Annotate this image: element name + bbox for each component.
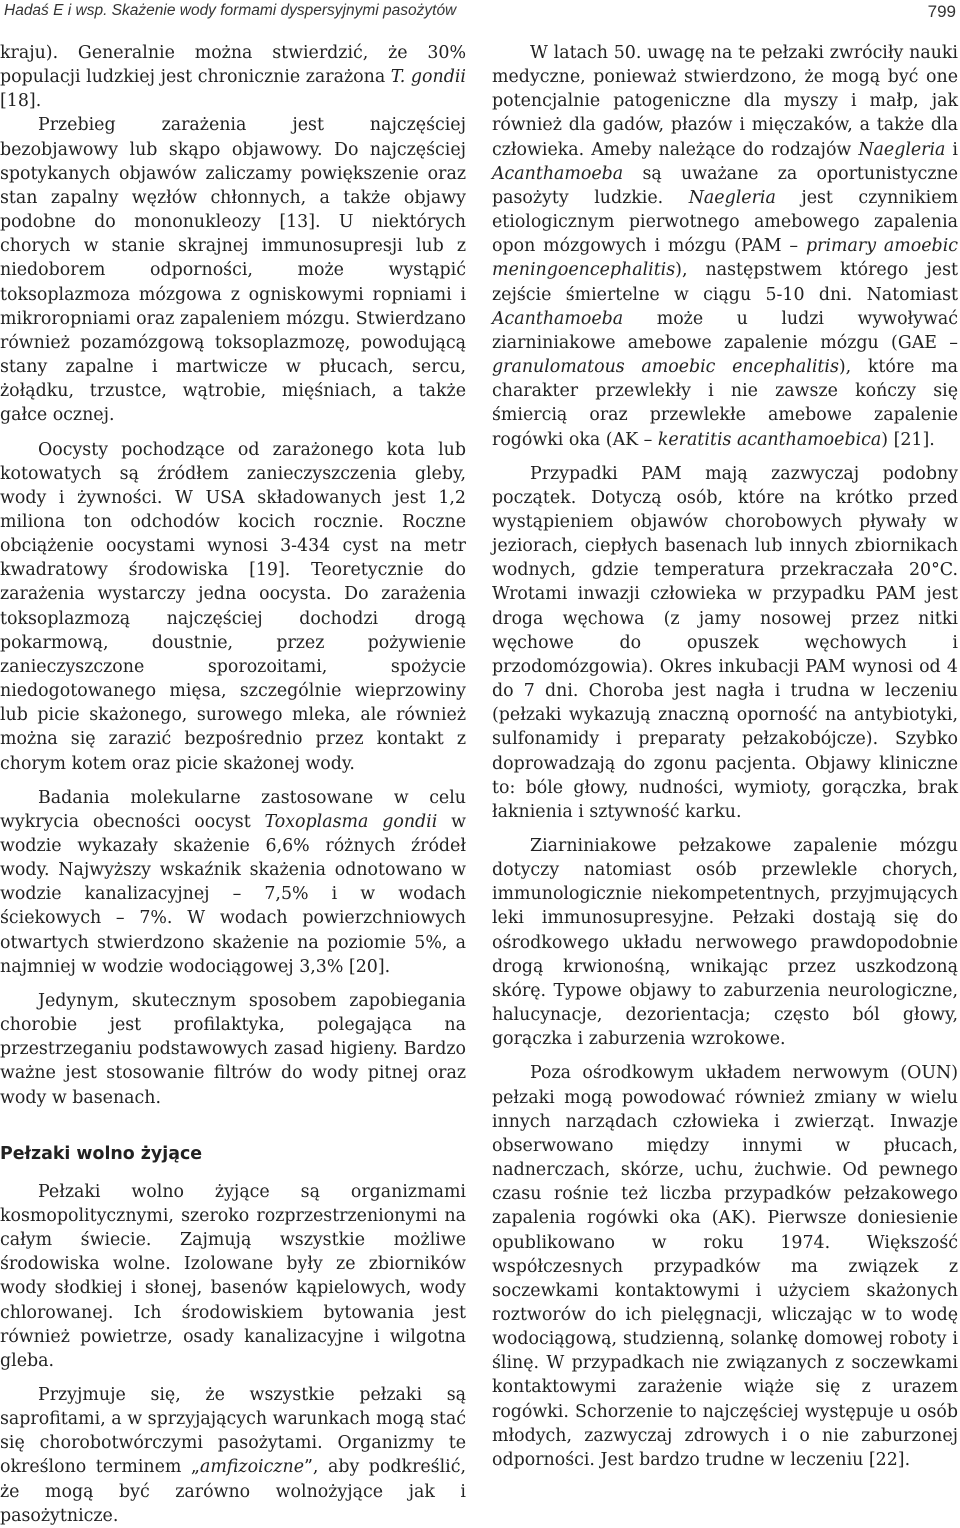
italic-term: amfizoiczne bbox=[199, 1457, 304, 1478]
text-run: kraju). Generalnie można stwierdzić, że 30% populacji ludzkiej jest chronicznie zarażona bbox=[0, 43, 466, 88]
italic-term: primary amoebic meningoencephalitis bbox=[492, 236, 958, 281]
italic-term: Naegleria bbox=[688, 187, 776, 208]
italic-term: Naegleria bbox=[858, 139, 946, 160]
paragraph: Przebieg zarażenia jest najczęściej bezobjawowy lub skąpo objawowy. Do najczęściej spotykanych objawów zaliczamy powiększenie oraz stan zapalny węzłów chłonnych, a także objawy podobne do mononukleozy [13]. U niektórych chorych w stanie skrajnej immunosupresji lub z niedoborem odporności, może wystąpić toksoplazmoza mózgowa z ogniskowymi ropniami i mikroropniami oraz zapaleniem mózgu. Stwierdzano również pozamózgową toksoplazmozę, powodującą stany zapalne i martwicze w płucach, sercu, żołądku, trzustce, wątrobie, mięśniach, a także gałce ocznej. bbox=[0, 115, 466, 426]
paragraph: Jedynym, skutecznym sposobem zapobiegania chorobie jest profilaktyka, polegająca na przestrzeganiu podstawowych zasad higieny. Bardzo ważne jest stosowanie filtrów do wody pitnej oraz wody w basenach. bbox=[0, 990, 466, 1108]
text-run: może u ludzi wywoływać ziarniniakowe amebowe zapalenie mózgu (GAE – bbox=[492, 308, 958, 353]
text-run: ) [21]. bbox=[881, 429, 935, 450]
italic-term: Acanthamoeba bbox=[492, 308, 624, 329]
paragraph bbox=[0, 41, 466, 113]
running-title: Hadaś E i wsp. Skażenie wody formami dyspersyjnymi pasożytów bbox=[4, 2, 457, 19]
text-run: w wodzie wykazały skażenie 6,6% różnych źródeł wody. Najwyższy wskaźnik skażenia odnotowano w wodzie kanalizacyjnej – 7,5% i w wodach ściekowych – 7%. W wodach powierzchniowych otwartych stwierdzono skażenie na poziomie 5%, a najmniej w wodzie wodociągowej 3,3% [20]. bbox=[0, 811, 467, 977]
italic-term: T. gondii bbox=[390, 67, 466, 88]
left-column bbox=[0, 41, 466, 1528]
text-run: Badania molekularne zastosowane w celu wykrycia obecności oocyst bbox=[0, 787, 466, 832]
text-run: są uważane za oportunistyczne pasożyty ludzkie. bbox=[492, 163, 958, 208]
italic-term: keratitis acanthamoebica bbox=[657, 429, 882, 450]
section-heading: Pełzaki wolno żyjące bbox=[0, 1143, 203, 1164]
text-run: [18]. bbox=[0, 91, 42, 112]
paragraph: Ziarniniakowe pełzakowe zapalenie mózgu dotyczy natomiast osób przewlekle chorych, immunologicznie niekompetentnych, przyjmujących leki immunosupresyjne. Pełzaki dostają się do ośrodkowego układu nerwowego prawdopodobnie drogą krwionośną, wnikając przez uszkodzoną skórę. Typowe objawy to zaburzenia neurologiczne, halucynacje, dezorientacja; często ból głowy, gorączka i zaburzenia wzrokowe. bbox=[492, 836, 958, 1050]
running-header bbox=[4, 0, 956, 32]
paragraph bbox=[0, 1383, 466, 1528]
italic-term: granulomatous amoebic encephalitis bbox=[492, 357, 839, 378]
text-run: W latach 50. uwagę na te pełzaki zwróciły nauki medyczne, ponieważ stwierdzono, że mogą być one potencjalnie patogeniczne dla myszy i małp, jak również dla gadów, płazów i mięczaków, a także dla człowieka. Ameby należące do rodzajów bbox=[492, 43, 958, 160]
paragraph: Przypadki PAM mają zazwyczaj podobny początek. Dotyczą osób, które na krótko przed wystąpieniem objawów chorobowych pływały w jeziorach, ciepłych basenach lub innych zbiornikach wodnych, gdzie temperatura przekraczała 20°C. Wrotami inwazji człowieka w przypadku PAM jest droga węchowa (z jamy nosowej przez nitki węchowe do opuszek węchowych i przodomózgowia). Okres inkubacji PAM wynosi od 4 do 7 dni. Choroba jest nagła i trudna w leczeniu (pełzaki wykazują znaczną oporność na antybiotyki, sulfonamidy i preparaty pełzakobójcze). Szybko doprowadzają do zgonu pacjenta. Objawy kliniczne to: bóle głowy, nudności, wymioty, gorączka, brak łaknienia i sztywność karku. bbox=[492, 463, 958, 822]
paragraph: Poza ośrodkowym układem nerwowym (OUN) pełzaki mogą powodować również zmiany w wielu innych narządach człowieka i zwierząt. Inwazje obserwowano między innymi w płucach, nadnerczach, skórze, uchu, żuchwie. Od pewnego czasu rośnie też liczba przypadków pełzakowego zapalenia rogówki oka (AK). Pierwsze doniesienie opublikowano w roku 1974. Większość współczesnych przypadków ma związek z soczewkami kontaktowymi i użyciem skażonych roztworów do ich pielęgnacji, wliczając w to wodę wodociągową, studzienną, solankę domowej roboty i ślinę. W przypadkach nie związanych z soczewkami kontaktowymi zarażenie wiąże się z urazem rogówki. Schorzenie to najczęściej występuje u osób młodych, zazwyczaj zdrowych i o nie zaburzonej odporności. Jest bardzo trudne w leczeniu [22]. bbox=[492, 1063, 958, 1470]
italic-term: Toxoplasma gondii bbox=[264, 811, 438, 832]
text-run: ), które ma charakter przewlekły i nie zawsze kończy się śmiercią oraz przewlekłe amebowe zapalenie rogówki oka (AK – bbox=[492, 357, 958, 450]
text-run: i bbox=[945, 139, 958, 160]
paragraph bbox=[492, 41, 958, 452]
paragraph: Pełzaki wolno żyjące są organizmami kosmopolitycznymi, szeroko rozprzestrzenionymi na całym świecie. Zajmują wszystkie możliwe środowiska wolne. Izolowane były ze zbiorników wody słodkiej i słonej, basenów kąpielowych, wody chlorowanej. Ich środowiskiem bytowania jest również powietrze, osady kanalizacyjne i wilgotna gleba. bbox=[0, 1181, 466, 1371]
italic-term: Acanthamoeba bbox=[492, 163, 624, 184]
right-column bbox=[492, 41, 958, 1472]
text-run: ”, aby podkreślić, że mogą być zarówno wolnożyjące jak i pasożytnicze. bbox=[0, 1457, 467, 1526]
page-number: 799 bbox=[927, 2, 956, 21]
paragraph: Oocysty pochodzące od zarażonego kota lub kotowatych są źródłem zanieczyszczenia gleby, wody i żywności. W USA składowanych jest 1,2 miliona ton odchodów kocich rocznie. Roczne obciążenie oocystami wynosi 3-434 cyst na metr kwadratowy środowiska [19]. Teoretycznie do zarażenia wystarczy jedna oocysta. Do zarażenia toksoplazmozą najczęściej dochodzi drogą pokarmową, doustnie, przez pożywienie zanieczyszczone sporozoitami, spożycie niedogotowanego mięsa, szczególnie wieprzowiny lub picie skażonego, surowego mleka, ale również można się zarazić bezpośrednio przez kontakt z chorym kotem oraz picie skażonej wody. bbox=[0, 439, 466, 774]
text-run: jest czynnikiem etiologicznym pierwotnego amebowego zapalenia opon mózgowych i mózgu (PAM – bbox=[492, 187, 958, 257]
paragraph bbox=[0, 786, 466, 979]
text-run: Przyjmuje się, że wszystkie pełzaki są saprofitami, a w sprzyjających warunkach mogą stać się chorobotwórczymi pasożytami. Organizmy te określono terminem „ bbox=[0, 1384, 466, 1478]
text-run: ), następstwem którego jest zejście śmiertelne w ciągu 5-10 dni. Natomiast bbox=[492, 260, 958, 305]
